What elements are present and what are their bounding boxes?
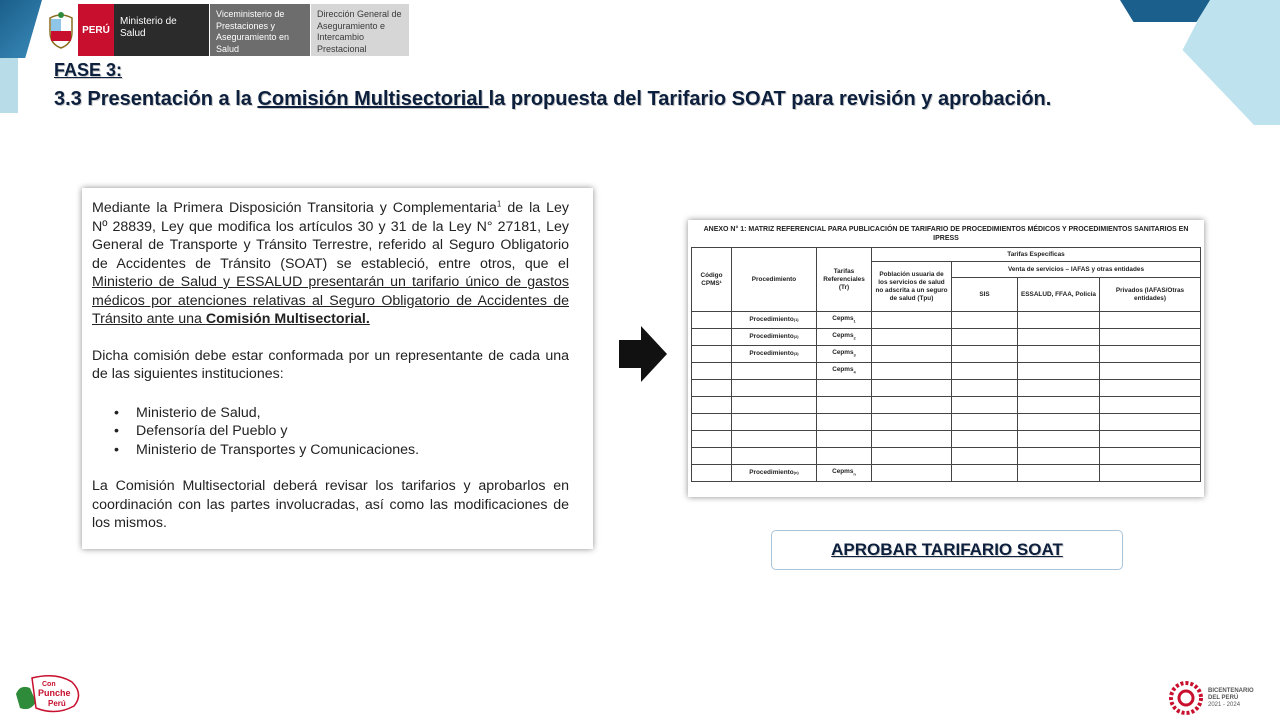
bicentenario-emblem-icon (1168, 680, 1204, 716)
procedure-text: Procedimiento (749, 316, 794, 323)
table-row (692, 363, 1201, 380)
corner-decoration-right-dark (1120, 0, 1210, 22)
coat-of-arms-icon (44, 4, 78, 56)
bicentenario-logo (1168, 678, 1278, 718)
procedure-sub: (2) (793, 334, 799, 339)
list-item: • Ministerio de Transportes y Comunicaciones. (114, 441, 569, 460)
corner-decoration-left-light (0, 58, 18, 113)
table-cell (732, 380, 817, 397)
table-cell (1100, 465, 1201, 482)
annex-table (691, 247, 1201, 482)
cepms-text: Cepms (832, 365, 854, 373)
table-cell (732, 363, 817, 380)
table-cell (1100, 346, 1201, 363)
list-item: • Defensoría del Pueblo y (114, 422, 569, 441)
table-cell (1100, 380, 1201, 397)
header-tarifas-referenciales: Tarifas Referenciales (Tr) (817, 248, 872, 312)
paragraph-text: Mediante la Primera Disposición Transitoria y Complementaria (92, 200, 497, 216)
table-cell (1018, 329, 1100, 346)
table-cell (1018, 346, 1100, 363)
table-cell (952, 448, 1018, 465)
table-cell (692, 380, 732, 397)
table-row (692, 397, 1201, 414)
underlined-text: Ministerio de Salud y ESSALUD presentarán un tarifario único de gastos médicos por atenciones relativas al Seguro Obligatorio de Accidentes de Tránsito ante una (92, 274, 569, 327)
arrow-right-icon (617, 326, 667, 382)
cepms-sub: 4 (853, 369, 856, 375)
table-cell (1100, 414, 1201, 431)
table-cell (872, 397, 952, 414)
table-cell (872, 448, 952, 465)
cepms-sub: 1 (853, 318, 856, 324)
table-cell (692, 414, 732, 431)
table-cell (817, 397, 872, 414)
paragraph-text: de la Ley Nº 28839, Ley que modifica los artículos 30 y 31 de la Ley N° 27181, Ley General de Transporte y Tránsito Terrestre, referido al Seguro Obligatorio de Accidentes de Tránsito (SOAT) se estableció, entre otros, que el (92, 200, 569, 272)
table-row (692, 329, 1201, 346)
table-cell (692, 431, 732, 448)
table-cell (1018, 448, 1100, 465)
table-cell (817, 346, 872, 363)
punche-text: Punche (38, 688, 71, 698)
table-cell (952, 431, 1018, 448)
procedure-text: Procedimiento (749, 333, 794, 340)
bicentenario-line: DEL PERÚ (1208, 694, 1239, 701)
viceministry-label: Viceministerio de Prestaciones y Aseguramiento en Salud (210, 4, 310, 56)
document-paragraph-1 (92, 199, 569, 329)
table-cell (1100, 397, 1201, 414)
table-cell (872, 380, 952, 397)
table-cell (692, 397, 732, 414)
legal-document-excerpt (82, 188, 593, 549)
table-cell (952, 363, 1018, 380)
table-cell (1018, 312, 1100, 329)
cepms-text: Cepms (832, 348, 854, 356)
header-procedimiento: Procedimiento (732, 248, 817, 312)
header-poblacion: Población usuaria de los servicios de salud no adscrita a un seguro de salud (Tpu) (872, 262, 952, 312)
table-cell (872, 363, 952, 380)
table-cell (1100, 431, 1201, 448)
header-sis: SIS (952, 278, 1018, 312)
table-cell (872, 346, 952, 363)
procedure-text: Procedimiento (749, 469, 794, 476)
footnote-marker: 1 (496, 199, 502, 209)
procedure-sub: (1) (793, 317, 799, 322)
table-row (692, 465, 1201, 482)
cepms-sub: n (853, 471, 856, 477)
commission-bold-text: Comisión Multisectorial. (205, 311, 370, 327)
annex-table-image (688, 220, 1204, 497)
bicentenario-line: 2021 - 2024 (1208, 701, 1241, 708)
table-cell (872, 329, 952, 346)
table-cell (1018, 363, 1100, 380)
table-cell (692, 363, 732, 380)
approve-tarifario-button[interactable]: APROBAR TARIFARIO SOAT (771, 530, 1123, 570)
procedure-text: Procedimiento (749, 350, 794, 357)
table-cell (732, 397, 817, 414)
table-cell (732, 431, 817, 448)
directorate-label: Dirección General de Aseguramiento e Intercambio Prestacional (311, 4, 409, 56)
table-cell (692, 346, 732, 363)
table-cell (1018, 465, 1100, 482)
cepms-sub: 2 (853, 335, 856, 341)
table-row (692, 380, 1201, 397)
ministry-label: Ministerio de Salud (114, 4, 209, 56)
table-cell (952, 329, 1018, 346)
table-cell (692, 312, 732, 329)
cepms-sub: 3 (853, 352, 856, 358)
table-cell (952, 397, 1018, 414)
table-cell (1100, 312, 1201, 329)
punche-text: Perú (48, 699, 66, 708)
table-row (692, 448, 1201, 465)
table-cell (1100, 363, 1201, 380)
header-essalud: ESSALUD, FFAA, Policía (1018, 278, 1100, 312)
bicentenario-text (1208, 688, 1254, 709)
table-cell (1018, 380, 1100, 397)
table-cell (1018, 397, 1100, 414)
table-cell (1018, 414, 1100, 431)
heading-prefix: 3.3 Presentación a la (54, 88, 258, 110)
table-cell (872, 431, 952, 448)
table-cell (817, 363, 872, 380)
table-cell (952, 312, 1018, 329)
table-cell (1018, 431, 1100, 448)
table-cell (732, 346, 817, 363)
document-paragraph-3: La Comisión Multisectorial deberá revisar los tarifarios y aprobarlos en coordinación con las partes involucradas, así como las modificaciones de los mismos. (92, 478, 569, 531)
table-cell (817, 465, 872, 482)
header-codigo: Código CPMS¹ (692, 248, 732, 312)
cepms-text: Cepms (832, 331, 854, 339)
slide-heading (54, 86, 1154, 113)
list-item: • Ministerio de Salud, (114, 404, 569, 423)
table-cell (692, 448, 732, 465)
peru-logo: PERÚ (78, 4, 114, 56)
table-cell (872, 465, 952, 482)
table-cell (1100, 448, 1201, 465)
table-cell (872, 414, 952, 431)
institutions-list (114, 404, 569, 460)
table-cell (732, 414, 817, 431)
table-row (692, 346, 1201, 363)
document-paragraph-2: Dicha comisión debe estar conformada por un representante de cada una de las siguientes instituciones: (92, 347, 569, 382)
header-privados: Privados (IAFAS/Otras entidades) (1100, 278, 1201, 312)
annex-title: ANEXO N° 1: MATRIZ REFERENCIAL PARA PUBLICACIÓN DE TARIFARIO DE PROCEDIMIENTOS MÉDICOS Y PROCEDIMIENTOS SANITARIOS EN IPRESS (703, 226, 1189, 242)
table-cell (817, 431, 872, 448)
table-cell (817, 329, 872, 346)
table-cell (817, 312, 872, 329)
phase-title: FASE 3: (54, 60, 123, 80)
cepms-text: Cepms (832, 314, 854, 322)
header-venta-servicios: Venta de servicios – IAFAS y otras entidades (952, 262, 1201, 278)
table-cell (952, 380, 1018, 397)
procedure-sub: (3) (793, 351, 799, 356)
table-cell (952, 346, 1018, 363)
table-cell (692, 465, 732, 482)
table-cell (872, 312, 952, 329)
table-row (692, 431, 1201, 448)
table-cell (817, 414, 872, 431)
heading-commission: Comisión Multisectorial (257, 88, 489, 110)
table-cell (1100, 329, 1201, 346)
table-row (692, 312, 1201, 329)
table-cell (952, 465, 1018, 482)
table-cell (732, 448, 817, 465)
cepms-text: Cepms (832, 467, 854, 475)
table-cell (692, 329, 732, 346)
table-cell (952, 414, 1018, 431)
heading-suffix: la propuesta del Tarifario SOAT para revisión y aprobación. (488, 88, 1052, 110)
table-cell (732, 329, 817, 346)
table-cell (732, 312, 817, 329)
punche-text: Con (42, 681, 56, 688)
header-logo-bar (44, 4, 409, 56)
bicentenario-line: BICENTENARIO (1208, 687, 1254, 694)
corner-decoration-left (0, 0, 42, 58)
table-cell (732, 465, 817, 482)
con-punche-peru-logo (12, 672, 86, 716)
table-cell (817, 380, 872, 397)
table-cell (817, 448, 872, 465)
procedure-sub: (n) (793, 470, 799, 475)
header-tarifas-especificas: Tarifas Específicas (872, 248, 1201, 262)
table-row (692, 414, 1201, 431)
